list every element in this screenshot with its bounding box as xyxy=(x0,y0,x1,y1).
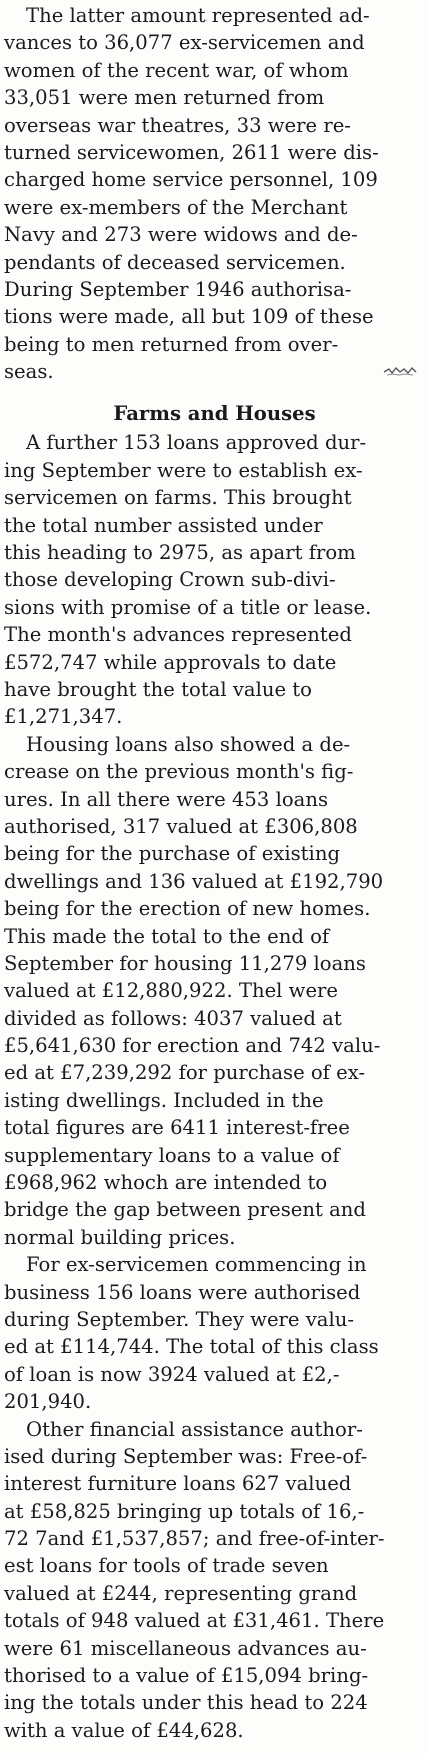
text-line: valued at £244, representing grand xyxy=(4,1581,358,1605)
text-line: For ex-servicemen commencing in xyxy=(26,1253,367,1277)
print-smudge-mark xyxy=(383,363,417,377)
text-line: 72 7and £1,537,857; and free-of-inter- xyxy=(4,1527,385,1551)
text-line: thorised to a value of £15,094 bring- xyxy=(4,1664,369,1688)
text-line: sions with promise of a title or lease. xyxy=(4,595,372,619)
text-line: those developing Crown sub-divi- xyxy=(4,568,336,592)
text-line: being to men returned from over- xyxy=(4,332,339,356)
text-line: were ex-members of the Merchant xyxy=(4,195,348,219)
text-line: interest furniture loans 627 valued xyxy=(4,1472,352,1496)
text-line: totals of 948 valued at £31,461. There xyxy=(4,1609,385,1633)
text-line: ised during September was: Free-of- xyxy=(4,1444,368,1468)
text-line: 33,051 were men returned from xyxy=(4,86,325,110)
text-line: vances to 36,077 ex-servicemen and xyxy=(4,31,365,55)
text-line: The month's advances represented xyxy=(4,623,352,647)
text-line: total figures are 6411 interest-free xyxy=(4,1116,350,1140)
text-line: Navy and 273 were widows and de- xyxy=(4,223,358,247)
text-line: £968,962 whoch are intended to xyxy=(4,1171,328,1195)
text-line: crease on the previous month's fig- xyxy=(4,760,354,784)
text-line: supplementary loans to a value of xyxy=(4,1143,340,1167)
text-line: A further 153 loans approved dur- xyxy=(26,431,367,455)
text-line: isting dwellings. Included in the xyxy=(4,1088,324,1112)
article-column xyxy=(4,2,425,1744)
text-line: pendants of deceased servicemen. xyxy=(4,250,346,274)
text-line: ed at £7,239,292 for purchase of ex- xyxy=(4,1061,366,1085)
text-line: have brought the total value to xyxy=(4,677,312,701)
text-line: 201,940. xyxy=(4,1390,92,1414)
text-line: being for the purchase of existing xyxy=(4,842,340,866)
text-line: business 156 loans were authorised xyxy=(4,1280,361,1304)
text-line: were 61 miscellaneous advances au- xyxy=(4,1636,367,1660)
text-line: seas. xyxy=(4,360,54,384)
text-line: £1,271,347. xyxy=(4,705,123,729)
text-line: tions were made, all but 109 of these xyxy=(4,305,374,329)
text-line: during September. They were valu- xyxy=(4,1307,354,1331)
text-line: £572,747 while approvals to date xyxy=(4,650,337,674)
text-line: authorised, 317 valued at £306,808 xyxy=(4,814,358,838)
text-line: with a value of £44,628. xyxy=(4,1718,244,1742)
text-line: The latter amount represented ad- xyxy=(26,4,370,27)
text-line: Other financial assistance author- xyxy=(26,1417,363,1441)
text-line: September for housing 11,279 loans xyxy=(4,951,366,975)
text-line: bridge the gap between present and xyxy=(4,1198,366,1222)
text-line: valued at £12,880,922. Thel were xyxy=(4,979,339,1003)
text-line: of loan is now 3924 valued at £2,- xyxy=(4,1362,340,1386)
text-line: This made the total to the end of xyxy=(4,924,330,948)
text-line: During September 1946 authorisa- xyxy=(4,277,352,301)
text-line: ures. In all there were 453 loans xyxy=(4,787,329,811)
text-line: women of the recent war, of whom xyxy=(4,58,349,82)
text-line: normal building prices. xyxy=(4,1225,236,1249)
text-line: ing the totals under this head to 224 xyxy=(4,1691,368,1715)
text-line: est loans for tools of trade seven xyxy=(4,1554,329,1578)
text-line: ed at £114,744. The total of this class xyxy=(4,1335,379,1359)
section-heading: Farms and Houses xyxy=(113,402,316,426)
text-line: divided as follows: 4037 valued at xyxy=(4,1006,342,1030)
text-line: turned servicewomen, 2611 were dis- xyxy=(4,140,379,164)
text-line: this heading to 2975, as apart from xyxy=(4,541,356,565)
text-line: the total number assisted under xyxy=(4,513,323,537)
text-line: charged home service personnel, 109 xyxy=(4,168,378,192)
text-line: £5,641,630 for erection and 742 valu- xyxy=(4,1034,381,1058)
text-line: at £58,825 bringing up totals of 16,- xyxy=(4,1499,365,1523)
text-line: overseas war theatres, 33 were re- xyxy=(4,113,351,137)
text-line: servicemen on farms. This brought xyxy=(4,486,352,510)
text-line: Housing loans also showed a de- xyxy=(26,732,351,756)
text-line: ing September were to establish ex- xyxy=(4,458,363,482)
text-line: dwellings and 136 valued at £192,790 xyxy=(4,869,384,893)
text-line: being for the erection of new homes. xyxy=(4,897,371,921)
